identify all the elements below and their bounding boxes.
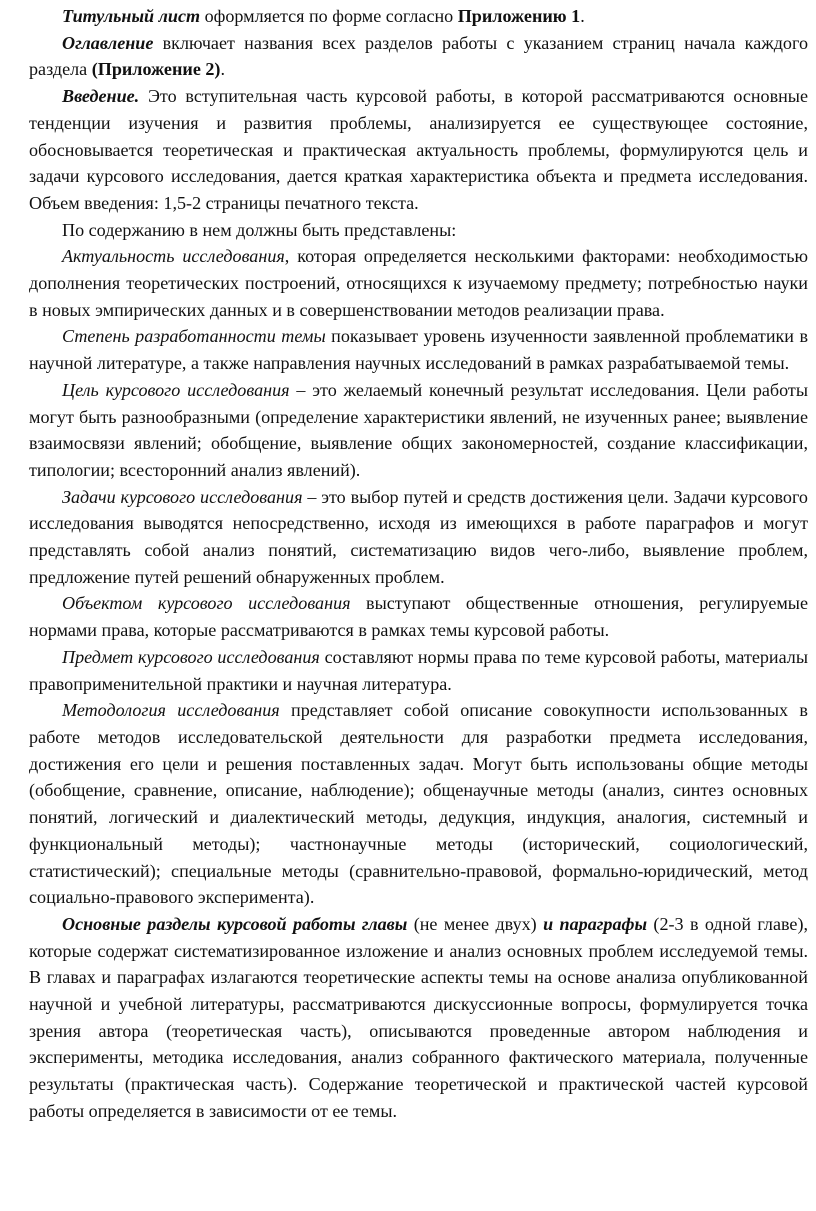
- text-run: , которая определяется несколькими факторами: необходимостью дополнения теоретических построений, относящихся к изучаемому предмету; потребностью науки в новых эмпирических данных и в совершенствовании методов реализации права.: [29, 246, 808, 320]
- term-methodology: Методология исследования: [62, 700, 280, 721]
- paragraph-object: [29, 590, 808, 643]
- appendix-reference: Приложению 1: [457, 6, 581, 26]
- paragraph-tasks: [29, 484, 808, 591]
- term-main-sections: Основные разделы курсовой работы главы: [62, 913, 408, 934]
- document-page: [29, 3, 808, 1125]
- term-degree: Степень разработанности темы: [62, 326, 326, 347]
- term-tasks: Задачи курсового исследования: [62, 486, 303, 507]
- term-paragraphs: и параграфы: [543, 913, 648, 934]
- text-run: По содержанию в нем должны быть представлены:: [62, 219, 457, 240]
- text-run: выступают общественные отношения, регулируемые нормами права, которые рассматриваются в рамках темы курсовой работы.: [29, 593, 808, 641]
- paragraph-goal: [29, 377, 808, 484]
- text-run: (не менее двух): [407, 913, 544, 934]
- term-introduction: Введение.: [62, 86, 140, 107]
- text-run: (2-3 в одной главе), которые содержат систематизированное изложение и анализ основных проблем исследуемой темы. В главах и параграфах излагаются теоретические аспекты темы на основе анализа опубликованной научной и учебной литературы, рассматриваются дискуссионные вопросы, формулируется точка зрения автора (теоретическая часть), описываются проведенные автором наблюдения и эксперименты, методика исследования, анализ собранного фактического материала, полученные результаты (практическая часть). Содержание теоретической и практической частей курсовой работы определяется в зависимости от ее темы.: [29, 913, 808, 1121]
- text-run: составляют нормы права по теме курсовой работы, материалы правоприменительной практики и научная литература.: [29, 646, 808, 694]
- paragraph-methodology: [29, 697, 808, 911]
- text-run: – это выбор путей и средств достижения цели. Задачи курсового исследования выводятся непосредственно, исходя из имеющихся в работе параграфов и могут представлять собой анализ понятий, систематизацию видов чего-либо, выявление проблем, предложение путей решений обнаруженных проблем.: [29, 486, 808, 587]
- term-title-page: Титульный лист: [62, 6, 201, 26]
- paragraph-content-list: [29, 217, 808, 244]
- text-run: представляет собой описание совокупности использованных в работе методов исследовательской деятельности для разработки предмета исследования, достижения его цели и решения поставленных задач. Могут быть использованы общие методы (обобщение, сравнение, описание, наблюдение); общенаучные методы (анализ, синтез основных понятий, логический и диалектический методы, дедукция, индукция, аналогия, системный и функциональный методы); частнонаучные методы (исторический, социологический, статистический); специальные методы (сравнительно-правовой, формально-юридический, метод социально-правового эксперимента).: [29, 700, 808, 908]
- text-run: – это желаемый конечный результат исследования. Цели работы могут быть разнообразными (определение характеристики явлений, не изученных ранее; выявление взаимосвязи явлений; обобщение, выявление общих закономерностей, создание классификации, типологии; всесторонний анализ явлений).: [29, 379, 808, 480]
- paragraph-relevance: [29, 243, 808, 323]
- paragraph-introduction: [29, 83, 808, 217]
- paragraph-contents: [29, 30, 808, 83]
- paragraph-subject: [29, 644, 808, 697]
- paragraph-title-page: [29, 3, 808, 30]
- text-run: Это вступительная часть курсовой работы, в которой рассматриваются основные тенденции изучения и развития проблемы, анализируется ее существующее состояние, обосновывается теоретическая и практическая актуальность проблемы, формулируются цель и задачи курсового исследования, дается краткая характеристика объекта и предмета исследования. Объем введения: 1,5-2 страницы печатного текста.: [29, 86, 808, 213]
- text-run: .: [220, 59, 225, 80]
- text-run: оформляется по форме согласно: [200, 6, 458, 26]
- text-run: показывает уровень изученности заявленной проблематики в научной литературе, а также направления научных исследований в рамках разрабатываемой темы.: [29, 326, 808, 374]
- term-contents: Оглавление: [62, 32, 154, 53]
- term-relevance: Актуальность исследования: [62, 246, 285, 267]
- paragraph-main-sections: [29, 911, 808, 1125]
- text-run: включает названия всех разделов работы с указанием страниц начала каждого раздела: [29, 32, 808, 80]
- term-object: Объектом курсового исследования: [62, 593, 351, 614]
- appendix-reference: (Приложение 2): [91, 59, 221, 80]
- term-goal: Цель курсового исследования: [62, 379, 290, 400]
- paragraph-degree: [29, 323, 808, 376]
- term-subject: Предмет курсового исследования: [62, 646, 320, 667]
- text-run: .: [580, 6, 585, 26]
